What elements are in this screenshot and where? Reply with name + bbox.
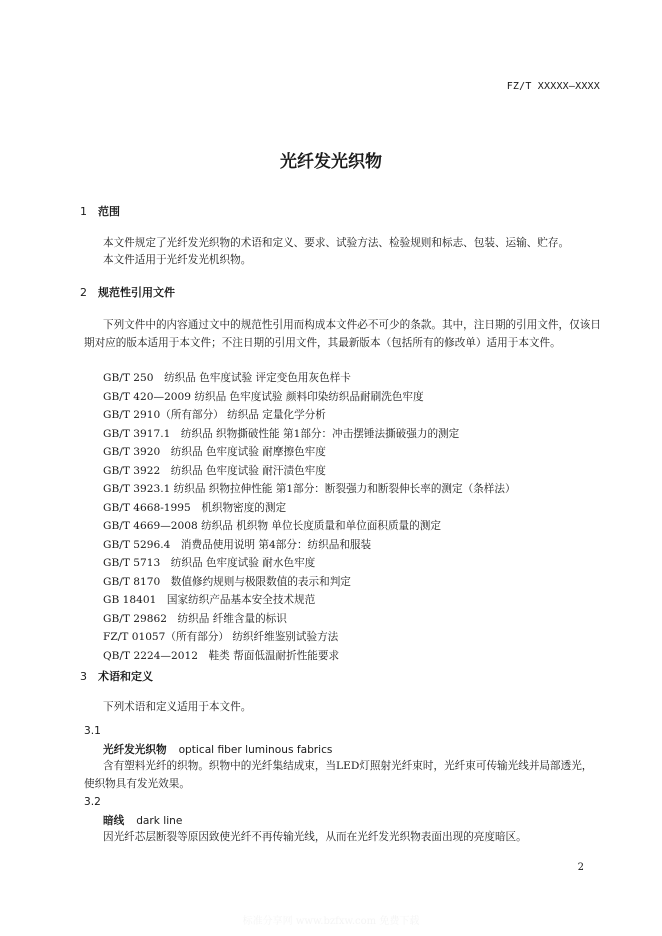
scope-paragraph-1: 本文件规定了光纤发光织物的术语和定义、要求、试验方法、检验规则和标志、包装、运输、贮存。 [103, 237, 570, 249]
page-title: 光纤发光织物 [280, 152, 382, 172]
reference-item: GB/T 420—2009 纺织品 色牢度试验 颜料印染纺织品耐刷洗色牢度 [103, 391, 424, 403]
reference-item: FZ/T 01057（所有部分） 纺织纤维鉴别试验方法 [103, 631, 339, 643]
section-heading-terms [80, 668, 153, 684]
section-number: 3 [80, 670, 87, 683]
term-zh: 光纤发光织物 [103, 744, 167, 756]
reference-item: QB/T 2224—2012 鞋类 帮面低温耐折性能要求 [103, 650, 340, 662]
reference-item: GB/T 3917.1 纺织品 织物撕破性能 第1部分：冲击摆锤法撕破强力的测定 [103, 428, 460, 440]
reference-item: GB/T 4668-1995 机织物密度的测定 [103, 502, 287, 514]
section-title: 范围 [98, 205, 120, 218]
reference-item: GB/T 2910（所有部分） 纺织品 定量化学分析 [103, 409, 326, 421]
watermark-text: 标准分享网 www.bzfxw.com 免费下载 [242, 916, 420, 927]
term-title [103, 742, 332, 757]
term-en: optical fiber luminous fabrics [178, 744, 333, 756]
references-intro: 下列文件中的内容通过文中的规范性引用而构成本文件必不可少的条款。其中，注日期的引用文件，仅该日期对应的版本适用于本文件；不注日期的引用文件，其最新版本（包括所有的修改单）适用于本文件。 [84, 319, 601, 349]
reference-item: GB/T 5296.4 消费品使用说明 第4部分：纺织品和服装 [103, 539, 372, 551]
reference-item: GB/T 5713 纺织品 色牢度试验 耐水色牢度 [103, 557, 316, 569]
section-heading-scope [80, 203, 120, 219]
standard-code: FZ/T XXXXX—XXXX [506, 81, 600, 92]
term-number: 3.2 [84, 796, 101, 808]
section-heading-normative-references [80, 284, 175, 300]
term-definition: 含有塑料光纤的织物。织物中的光纤集结成束，当LED灯照射光纤束时，光纤束可传输光线并局部透光，使织物具有发光效果。 [84, 760, 593, 790]
reference-item: GB/T 4669—2008 纺织品 机织物 单位长度质量和单位面积质量的测定 [103, 520, 441, 532]
reference-item: GB/T 3922 纺织品 色牢度试验 耐汗渍色牢度 [103, 465, 326, 477]
scope-paragraph-2: 本文件适用于光纤发光机织物。 [103, 254, 252, 266]
reference-item: GB 18401 国家纺织产品基本安全技术规范 [103, 594, 316, 606]
terms-intro: 下列术语和定义适用于本文件。 [103, 701, 252, 713]
reference-item: GB/T 8170 数值修约规则与极限数值的表示和判定 [103, 576, 351, 588]
term-zh: 暗线 [103, 815, 125, 827]
section-number: 2 [80, 286, 87, 299]
section-title: 术语和定义 [98, 670, 153, 683]
section-number: 1 [80, 205, 87, 218]
reference-item: GB/T 250 纺织品 色牢度试验 评定变色用灰色样卡 [103, 372, 351, 384]
section-title: 规范性引用文件 [98, 286, 175, 299]
term-title [103, 813, 182, 828]
term-definition: 因光纤芯层断裂等原因致使光纤不再传输光线，从而在光纤发光织物表面出现的亮度暗区。 [103, 831, 527, 843]
reference-item: GB/T 3923.1 纺织品 织物拉伸性能 第1部分：断裂强力和断裂伸长率的测定（条样法） [103, 483, 516, 495]
reference-item: GB/T 29862 纺织品 纤维含量的标识 [103, 613, 287, 625]
reference-item: GB/T 3920 纺织品 色牢度试验 耐摩擦色牢度 [103, 446, 326, 458]
term-number: 3.1 [84, 725, 101, 737]
page-number: 2 [577, 862, 584, 873]
term-en: dark line [136, 815, 183, 827]
